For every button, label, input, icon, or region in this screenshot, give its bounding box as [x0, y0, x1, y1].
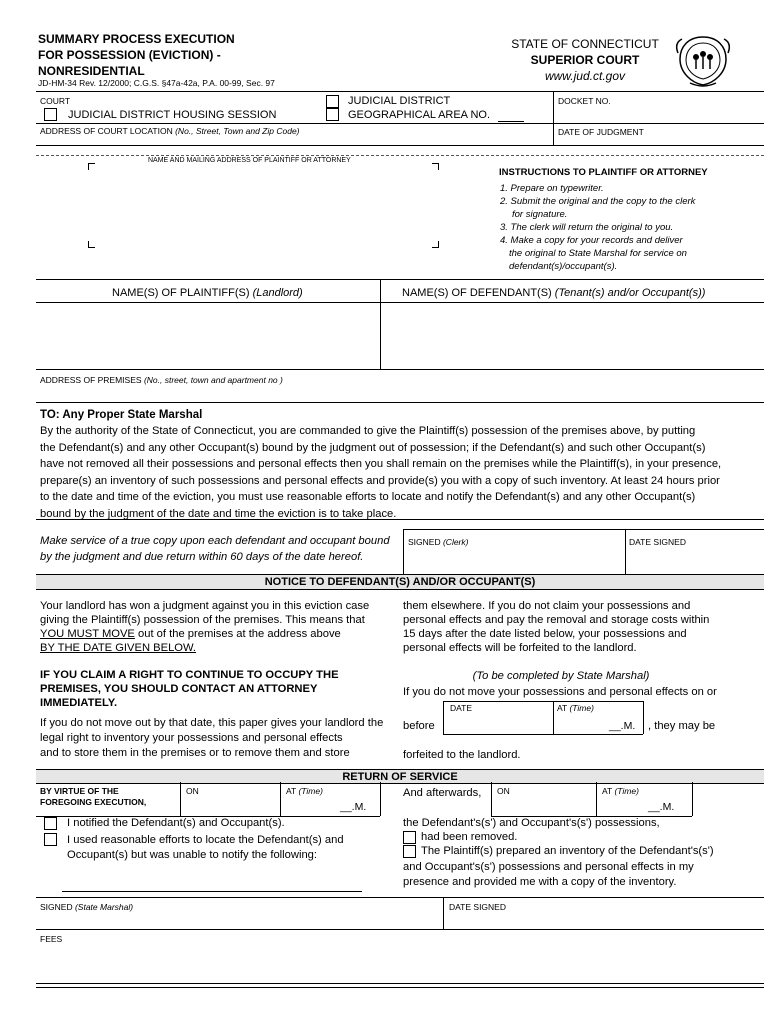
inventory-line: and Occupant's(s') possessions and personal effects in my — [403, 861, 694, 873]
marshal-signed-hint: (State Marshal) — [74, 902, 134, 912]
service-time-label — [286, 786, 323, 796]
notified-checkbox[interactable] — [44, 817, 57, 830]
order-to-line: TO: Any Proper State Marshal — [40, 409, 203, 421]
marshal-date-signed-field[interactable] — [447, 913, 761, 927]
eviction-time-hint: (Time) — [614, 786, 639, 796]
vacate-time-hint: (Time) — [569, 703, 594, 713]
eviction-time-label-text: AT — [602, 786, 613, 796]
vacate-time-label — [557, 703, 594, 713]
before-text: before — [403, 720, 435, 732]
marshal-signature-label — [40, 902, 133, 912]
plaintiff-names-hint: (Landlord) — [252, 287, 303, 299]
order-line: the Defendant(s) and any other Occupant(s) bound by the judgment out of possession; if the Defendant(s) and such other Occupant(s) — [40, 441, 706, 454]
notice-line: and to store them in the premises or to remove them and store — [40, 747, 350, 759]
title-line-3: NONRESIDENTIAL — [38, 64, 145, 78]
defendant-names-field[interactable] — [384, 305, 762, 365]
form-title — [38, 31, 235, 79]
instruction-item: for signature. — [512, 209, 568, 220]
notice-line: If you do not move out by that date, this paper gives your landlord the — [40, 717, 384, 729]
order-line: have not removed all their possessions and personal effects then you shall remain on the premises while the Plaintiff(s), in your presence, — [40, 458, 722, 470]
defendant-names-hint: (Tenant(s) and/or Occupant(s)) — [554, 287, 706, 299]
inventory-continued — [403, 860, 694, 890]
vacate-time-field[interactable] — [556, 713, 616, 732]
must-move-line — [40, 627, 369, 641]
eviction-time-label — [602, 786, 639, 796]
efforts-line: I used reasonable efforts to locate the Defendant(s) and — [67, 834, 344, 846]
court-heading — [505, 36, 665, 84]
clerk-date-signed-label: DATE SIGNED — [629, 537, 686, 547]
notice-line: 15 days after the date listed below, your possessions and — [403, 628, 687, 640]
afterwards-text: And afterwards, — [403, 787, 482, 799]
service-time-meridiem: __.M. — [340, 801, 367, 813]
fees-label: FEES — [40, 934, 63, 944]
court-address-label — [40, 126, 300, 136]
vacate-time-label-text: AT — [557, 703, 568, 713]
instruction-item: 3. The clerk will return the original to you. — [500, 222, 674, 233]
court-address-label-text: ADDRESS OF COURT LOCATION — [40, 126, 173, 136]
clerk-signed-hint: (Clerk) — [442, 537, 469, 547]
housing-session-checkbox[interactable] — [44, 108, 57, 121]
plaintiff-names-label-text: NAME(S) OF PLAINTIFF(S) — [112, 287, 250, 299]
docket-label: DOCKET NO. — [558, 96, 611, 106]
premises-address-label — [40, 375, 283, 385]
service-line: by the judgment and due return within 60 days of the date hereof. — [40, 551, 364, 563]
removed-checkbox[interactable] — [403, 831, 416, 844]
clerk-date-signed-field[interactable] — [628, 549, 762, 571]
marshal-signature-field[interactable] — [38, 913, 440, 927]
eviction-date-label: ON — [497, 786, 510, 796]
notice-right-paragraph — [403, 599, 709, 655]
service-time-label-text: AT — [286, 786, 297, 796]
instructions-list — [500, 182, 695, 273]
notice-line: If you do not move your possessions and personal effects on or — [403, 686, 717, 698]
by-virtue-line: FOREGOING EXECUTION, — [40, 797, 147, 807]
instruction-item: the original to State Marshal for service on — [509, 248, 687, 259]
premises-address-label-text: ADDRESS OF PREMISES — [40, 375, 142, 385]
website-link[interactable]: www.jud.ct.gov — [544, 69, 626, 83]
defendant-names-label-text: NAME(S) OF DEFENDANT(S) — [402, 287, 552, 299]
jd-ga-labels — [348, 94, 490, 122]
court-address-hint: (No., Street, Town and Zip Code) — [175, 126, 300, 136]
clerk-signature-field[interactable] — [406, 549, 622, 571]
premises-address-hint: (No., street, town and apartment no ) — [143, 375, 283, 385]
inventory-checkbox[interactable] — [403, 845, 416, 858]
geographical-area-checkbox[interactable] — [326, 108, 339, 121]
service-date-label: ON — [186, 786, 199, 796]
service-date-field[interactable] — [183, 796, 277, 814]
return-of-service-bar: RETURN OF SERVICE — [36, 769, 764, 784]
order-line: prepare(s) an inventory of such possessions and personal effects and provide(s) you with a copy of such inventory. At least 24 hours prior — [40, 474, 720, 487]
by-date-text: BY THE DATE GIVEN BELOW. — [40, 642, 197, 654]
defendant-names-label — [402, 286, 705, 300]
court-name: SUPERIOR COURT — [530, 53, 640, 67]
order-line: to the date and time of the eviction, you must use reasonable efforts to locate and notify the Defendant(s) and any other Occupant(s) — [40, 491, 696, 503]
claim-line: IMMEDIATELY. — [40, 697, 118, 709]
notice-line: personal effects and pay the removal and storage costs within — [403, 614, 710, 626]
clerk-signed-text: SIGNED — [408, 537, 441, 547]
form-id: JD-HM-34 Rev. 12/2000; C.G.S. §47a-42a, P.A. 00-99, Sec. 97 — [38, 78, 275, 88]
notice-line: giving the Plaintiff(s) possession of the premises. This means that — [40, 614, 365, 626]
judgment-date-label: DATE OF JUDGMENT — [558, 127, 644, 137]
notice-left-paragraph — [40, 599, 369, 655]
notice-line: them elsewhere. If you do not claim your possessions and — [403, 600, 691, 612]
vacate-date-label: DATE — [450, 703, 473, 713]
judicial-district-label: JUDICIAL DISTRICT — [348, 95, 451, 107]
corner-mark — [88, 163, 95, 170]
docket-number-field[interactable] — [555, 104, 763, 122]
service-time-hint: (Time) — [298, 786, 323, 796]
notice-line: legal right to inventory your possessions and personal effects — [40, 732, 343, 744]
ga-number-line[interactable] — [498, 121, 524, 122]
service-time-field[interactable] — [283, 796, 339, 814]
unnotified-names-line[interactable] — [62, 891, 362, 892]
notice-line: Your landlord has won a judgment against you in this eviction case — [40, 600, 370, 612]
housing-session-label: JUDICIAL DISTRICT HOUSING SESSION — [68, 109, 277, 121]
claim-line: IF YOU CLAIM A RIGHT TO CONTINUE TO OCCUPY THE — [40, 669, 339, 681]
claim-right-notice — [40, 668, 339, 710]
order-text — [40, 423, 721, 522]
they-may-be-text: , they may be — [648, 720, 716, 732]
marshal-completion-note: (To be completed by State Marshal) — [472, 670, 650, 682]
inventory-line: presence and provided me with a copy of the inventory. — [403, 876, 677, 888]
unable-to-notify-label — [67, 833, 344, 863]
possessions-text: the Defendant's(s') and Occupant's(s') possessions, — [403, 817, 660, 829]
marshal-date-signed-label: DATE SIGNED — [449, 902, 506, 912]
state-name: STATE OF CONNECTICUT — [511, 37, 659, 51]
court-label: COURT — [40, 96, 71, 106]
vacate-date-field[interactable] — [446, 713, 550, 732]
order-line: bound by the judgment of the date and time the eviction is to take place. — [40, 507, 397, 520]
instruction-item: 4. Make a copy for your records and deliver — [500, 235, 683, 246]
plaintiff-names-label — [112, 286, 303, 300]
order-line: By the authority of the State of Connecticut, you are commanded to give the Plaintiff(s) possession of the premises above, by putting — [40, 425, 696, 437]
eviction-time-meridiem: __.M. — [648, 801, 675, 813]
marshal-signed-text: SIGNED — [40, 902, 73, 912]
premises-address-field[interactable] — [38, 386, 762, 401]
notice-bar: NOTICE TO DEFENDANT(S) AND/OR OCCUPANT(S) — [36, 574, 764, 590]
instruction-item: 2. Submit the original and the copy to the clerk — [500, 196, 696, 207]
state-seal-icon — [672, 33, 734, 89]
must-move-text: YOU MUST MOVE — [40, 628, 135, 640]
corner-mark — [88, 241, 95, 248]
geographical-area-label: GEOGRAPHICAL AREA NO. — [348, 109, 491, 121]
by-virtue-label — [40, 786, 146, 808]
instructions-title: INSTRUCTIONS TO PLAINTIFF OR ATTORNEY — [499, 167, 708, 178]
eviction-date-field[interactable] — [494, 796, 593, 814]
corner-mark — [432, 241, 439, 248]
plaintiff-names-field[interactable] — [38, 305, 376, 365]
plaintiff-address-field[interactable] — [94, 170, 430, 240]
claim-line: PREMISES, YOU SHOULD CONTACT AN ATTORNEY — [40, 683, 318, 695]
judicial-district-checkbox[interactable] — [326, 95, 339, 108]
vacate-time-meridiem: __.M. — [609, 720, 636, 732]
instruction-item: 1. Prepare on typewriter. — [500, 183, 604, 194]
fees-field[interactable] — [38, 945, 762, 975]
unable-to-notify-checkbox[interactable] — [44, 833, 57, 846]
must-move-rest: out of the premises at the address above — [134, 628, 341, 640]
by-virtue-line: BY VIRTUE OF THE — [40, 786, 119, 796]
plaintiff-address-label: NAME AND MAILING ADDRESS OF PLAINTIFF OR ATTORNEY — [148, 157, 351, 164]
service-line: Make service of a true copy upon each defendant and occupant bound — [40, 535, 390, 547]
inventory-label: The Plaintiff(s) prepared an inventory of the Defendant's(s') — [421, 845, 714, 857]
notice-left-paragraph-2 — [40, 716, 383, 761]
notice-line: personal effects will be forfeited to the landlord. — [403, 642, 637, 654]
corner-mark — [432, 163, 439, 170]
title-line-1: SUMMARY PROCESS EXECUTION — [38, 32, 235, 46]
forfeited-text: forfeited to the landlord. — [403, 749, 521, 761]
removed-label: had been removed. — [421, 831, 518, 843]
notified-label: I notified the Defendant(s) and Occupant(s). — [67, 817, 285, 829]
title-line-2: FOR POSSESSION (EVICTION) - — [38, 48, 221, 62]
efforts-line: Occupant(s) but was unable to notify the following: — [67, 849, 317, 861]
eviction-time-field[interactable] — [599, 796, 647, 814]
clerk-signature-label — [408, 537, 468, 547]
instruction-item: defendant(s)/occupant(s). — [509, 261, 618, 272]
service-instruction — [40, 533, 390, 565]
